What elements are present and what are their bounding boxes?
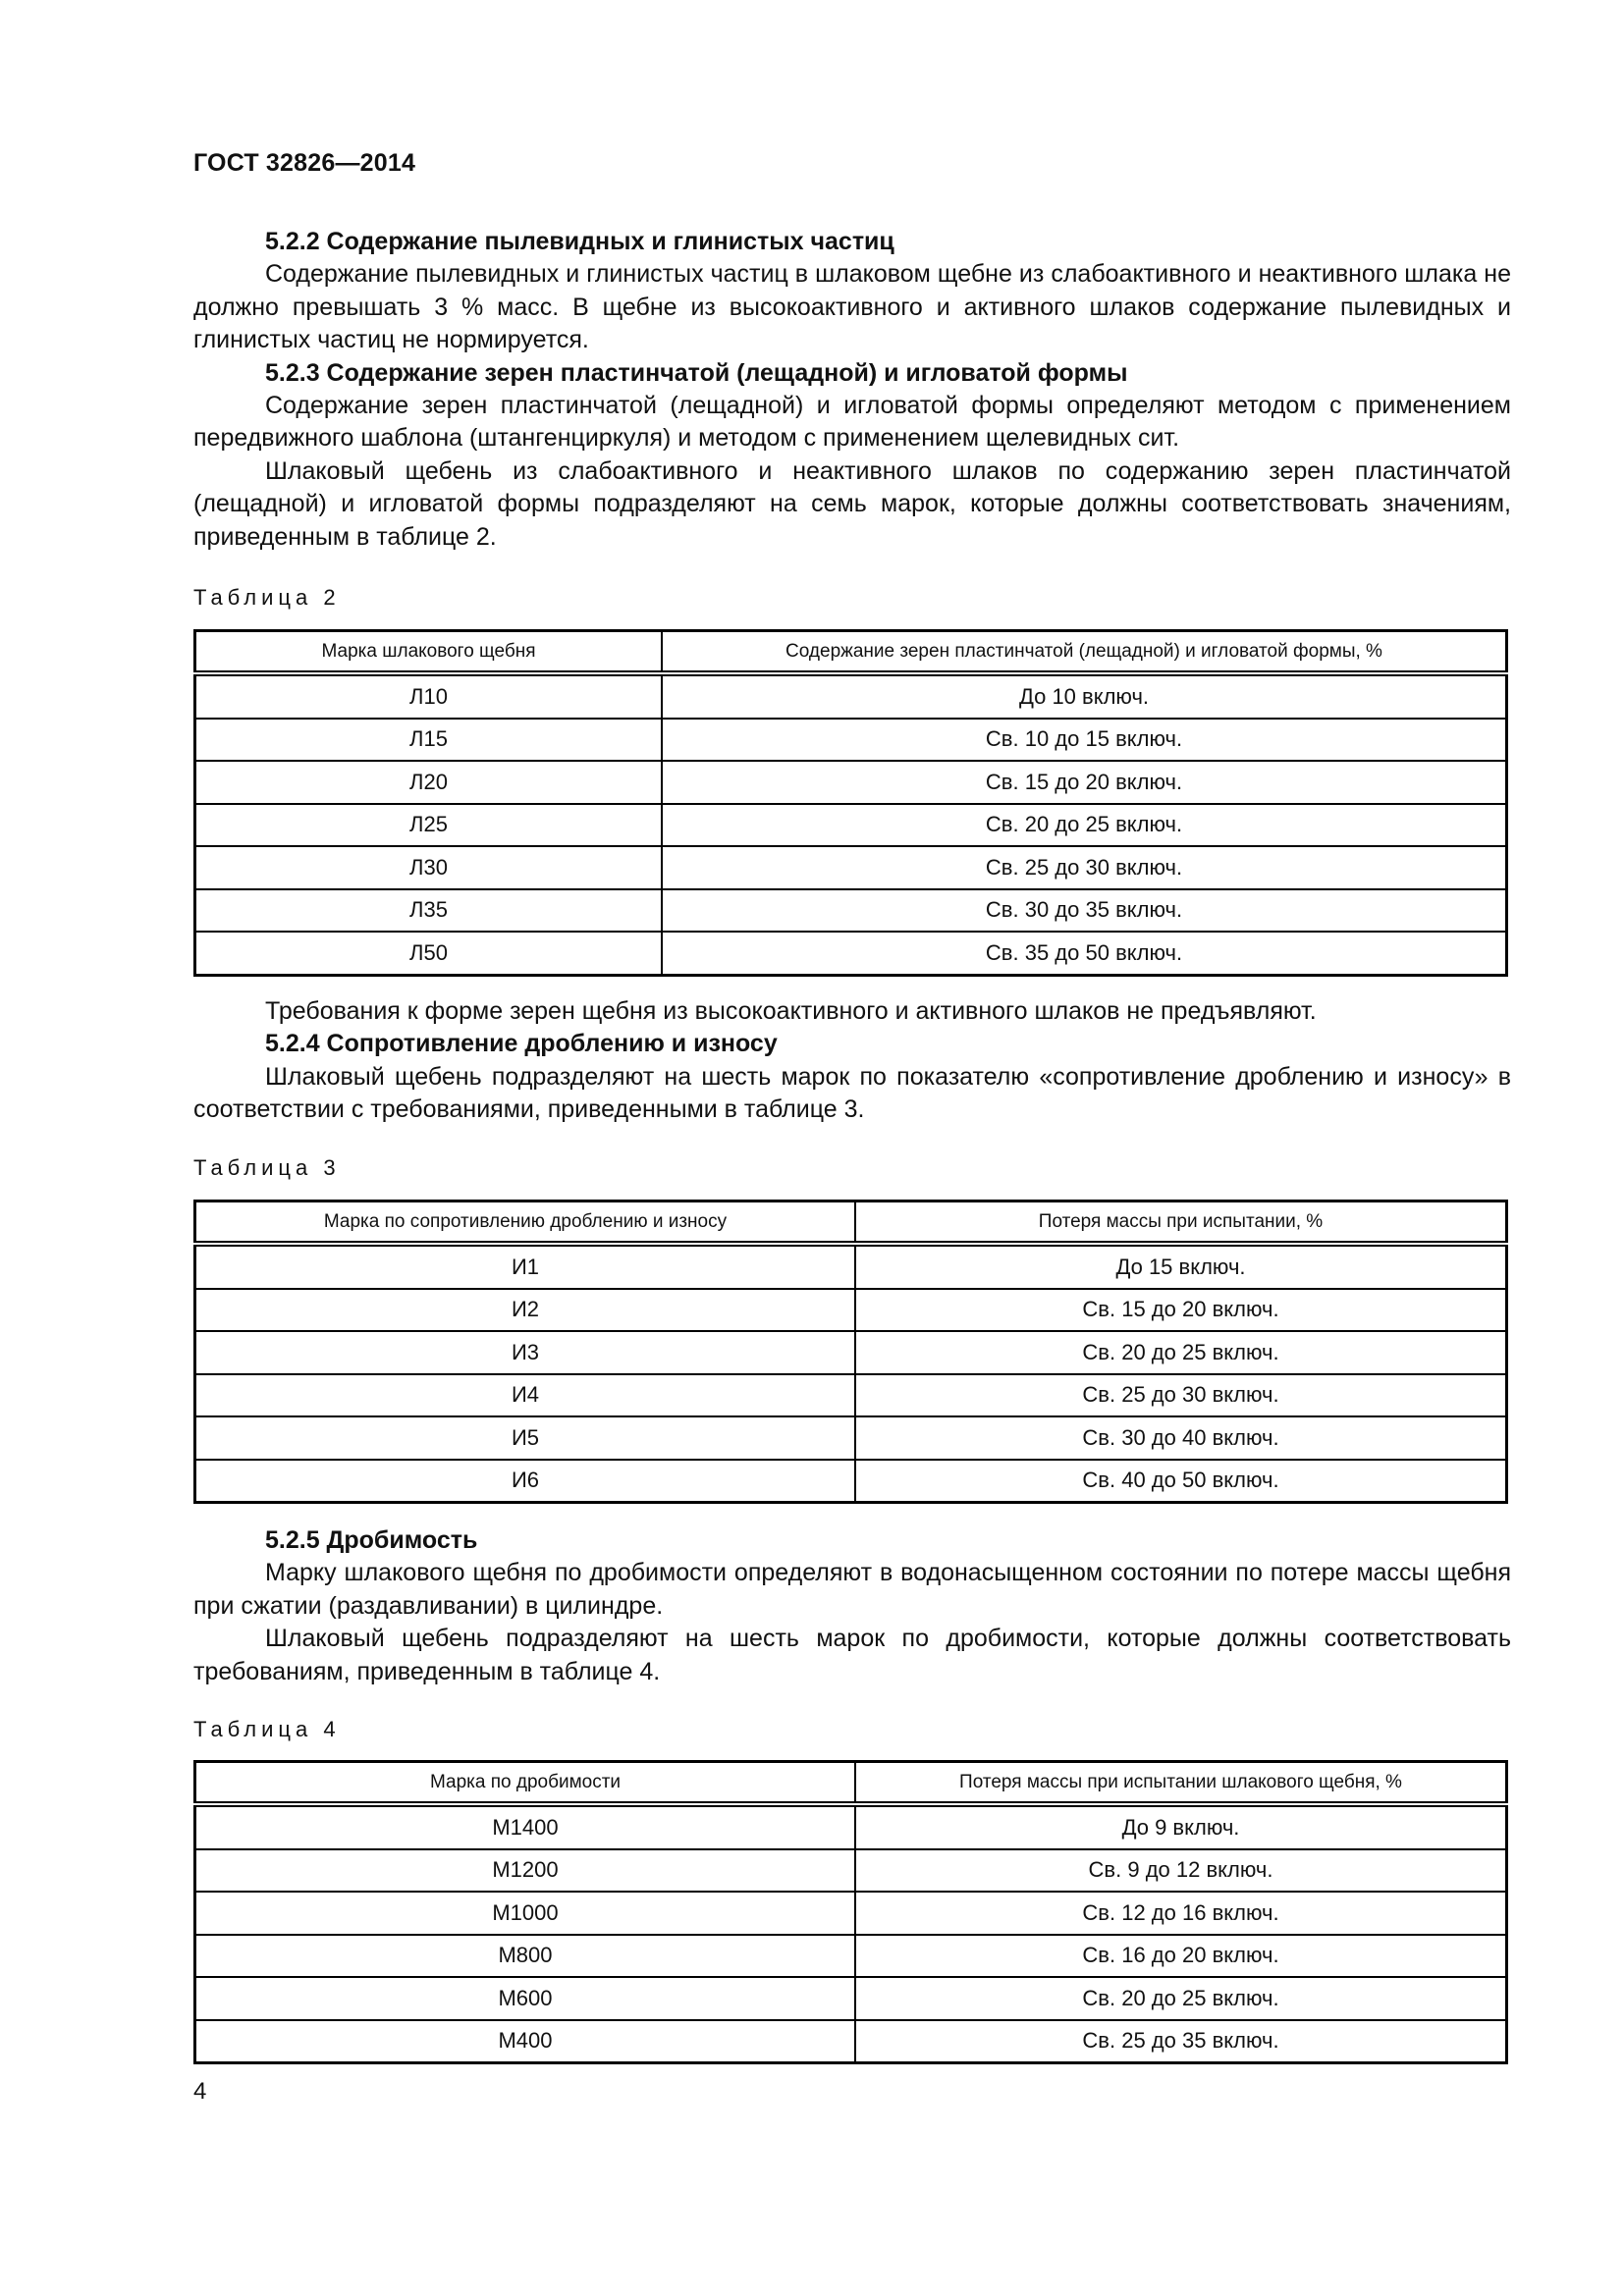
- table-cell: Л10: [195, 673, 663, 719]
- paragraph-525-2: Шлаковый щебень подразделяют на шесть марок по дробимости, которые должны соответствовать требованиям, приведенным в таблице 4.: [193, 1625, 1511, 1685]
- table-row: [195, 846, 1507, 889]
- table-4: [193, 1760, 1508, 2064]
- paragraph-522-1: Содержание пылевидных и глинистых частиц в шлаковом щебне из слабоактивного и неактивного шлака не должно превышать 3 % масс. В щебне из высокоактивного и активного шлаков содержание пылевидных и глинистых частиц не нормируется.: [193, 260, 1511, 354]
- section-524: [193, 995, 1511, 1127]
- table-cell: Св. 35 до 50 включ.: [662, 932, 1507, 975]
- table-row: [195, 932, 1507, 975]
- table-row: [195, 1244, 1507, 1289]
- table-row: [195, 1374, 1507, 1417]
- table-cell: И4: [195, 1374, 856, 1417]
- table-cell: М1200: [195, 1849, 856, 1893]
- table-cell: Св. 25 до 30 включ.: [855, 1374, 1507, 1417]
- table-cell: Св. 15 до 20 включ.: [855, 1289, 1507, 1332]
- section-heading-523: 5.2.3 Содержание зерен пластинчатой (лещадной) и игловатой формы: [265, 358, 1128, 387]
- paragraph-524-1: Шлаковый щебень подразделяют на шесть марок по показателю «сопротивление дроблению и износу» в соответствии с требованиями, приведенными в таблице 3.: [193, 1062, 1511, 1124]
- table-row: [195, 804, 1507, 847]
- table-cell: М800: [195, 1935, 856, 1978]
- table-row: [195, 673, 1507, 719]
- table-cell: М600: [195, 1977, 856, 2020]
- table-cell: И3: [195, 1331, 856, 1374]
- table-row: [195, 1804, 1507, 1849]
- table-cell: До 9 включ.: [1121, 1814, 1240, 1840]
- table-cell: Св. 20 до 25 включ.: [855, 1977, 1507, 2020]
- table-cell: Св. 20 до 25 включ.: [662, 804, 1507, 847]
- table-cell: И6: [195, 1460, 856, 1503]
- table-row: [195, 719, 1507, 762]
- table-cell: И5: [195, 1416, 856, 1460]
- table-row: [195, 1331, 1507, 1374]
- table-cell: М1400: [195, 1804, 856, 1849]
- table-cell: Л25: [195, 804, 663, 847]
- table-4-caption: Таблица 4: [193, 1717, 341, 1741]
- table-row: [195, 1460, 1507, 1503]
- table-row: [195, 2020, 1507, 2063]
- table-cell: Св. 10 до 15 включ.: [662, 719, 1507, 762]
- table-row: [195, 1892, 1507, 1935]
- document-id: ГОСТ 32826—2014: [193, 149, 416, 177]
- table-cell: Св. 20 до 25 включ.: [855, 1331, 1507, 1374]
- table-2-header-grade: Марка шлакового щебня: [195, 631, 663, 674]
- table-cell: До 10 включ.: [1018, 683, 1150, 709]
- table-cell: М1000: [195, 1892, 856, 1935]
- paragraph-after-table-2: Требования к форме зерен щебня из высокоактивного и активного шлаков не предъявляют.: [265, 997, 1317, 1025]
- section-heading-525: 5.2.5 Дробимость: [265, 1526, 478, 1554]
- paragraph-523-2: Шлаковый щебень из слабоактивного и неактивного шлаков по содержанию зерен пластинчатой (лещадной) и игловатой формы подразделяют на семь марок, которые должны соответствовать значениям, приведенным в таблице 2.: [193, 456, 1511, 551]
- paragraph-523-1: Содержание зерен пластинчатой (лещадной) и игловатой формы определяют методом с применением передвижного шаблона (штангенциркуля) и методом с применением щелевидных сит.: [193, 392, 1511, 453]
- sections-522-523: [193, 226, 1511, 554]
- section-525: [193, 1524, 1511, 1688]
- table-cell: Св. 25 до 30 включ.: [662, 846, 1507, 889]
- table-3-header-loss: Потеря массы при испытании, %: [855, 1201, 1507, 1245]
- table-row: [195, 1977, 1507, 2020]
- table-cell: Св. 25 до 35 включ.: [855, 2020, 1507, 2063]
- table-cell: До 15 включ.: [1115, 1254, 1246, 1279]
- table-cell: Св. 40 до 50 включ.: [855, 1460, 1507, 1503]
- table-cell: Св. 30 до 40 включ.: [855, 1416, 1507, 1460]
- table-cell: Л35: [195, 889, 663, 933]
- table-cell: Св. 15 до 20 включ.: [662, 761, 1507, 804]
- table-row: [195, 1416, 1507, 1460]
- page-number: 4: [193, 2078, 207, 2105]
- table-cell: Св. 30 до 35 включ.: [662, 889, 1507, 933]
- table-cell: Св. 9 до 12 включ.: [855, 1849, 1507, 1893]
- table-cell: Св. 16 до 20 включ.: [855, 1935, 1507, 1978]
- table-row: [195, 1849, 1507, 1893]
- table-cell: Л30: [195, 846, 663, 889]
- table-cell: И2: [195, 1289, 856, 1332]
- section-heading-522: 5.2.2 Содержание пылевидных и глинистых частиц: [265, 228, 894, 255]
- table-3-caption: Таблица 3: [193, 1155, 341, 1180]
- table-row: [195, 1935, 1507, 1978]
- table-cell: Св. 12 до 16 включ.: [855, 1892, 1507, 1935]
- table-cell: Л15: [195, 719, 663, 762]
- table-2: [193, 629, 1508, 977]
- paragraph-525-1: Марку шлакового щебня по дробимости определяют в водонасыщенном состоянии по потере массы щебня при сжатии (раздавливании) в цилиндре.: [193, 1559, 1511, 1620]
- table-row: [195, 761, 1507, 804]
- table-cell: Л20: [195, 761, 663, 804]
- table-cell: Л50: [195, 932, 663, 975]
- table-cell: И1: [195, 1244, 856, 1289]
- table-2-header-content: Содержание зерен пластинчатой (лещадной) и игловатой формы, %: [662, 631, 1507, 674]
- section-heading-524: 5.2.4 Сопротивление дроблению и износу: [265, 1030, 778, 1058]
- table-2-caption: Таблица 2: [193, 585, 341, 610]
- table-row: [195, 1289, 1507, 1332]
- table-3-header-grade: Марка по сопротивлению дроблению и износу: [195, 1201, 856, 1245]
- table-4-header-grade: Марка по дробимости: [195, 1762, 856, 1805]
- table-3: [193, 1200, 1508, 1504]
- table-cell: М400: [195, 2020, 856, 2063]
- table-4-header-loss: Потеря массы при испытании шлакового щебня, %: [855, 1762, 1507, 1805]
- table-row: [195, 889, 1507, 933]
